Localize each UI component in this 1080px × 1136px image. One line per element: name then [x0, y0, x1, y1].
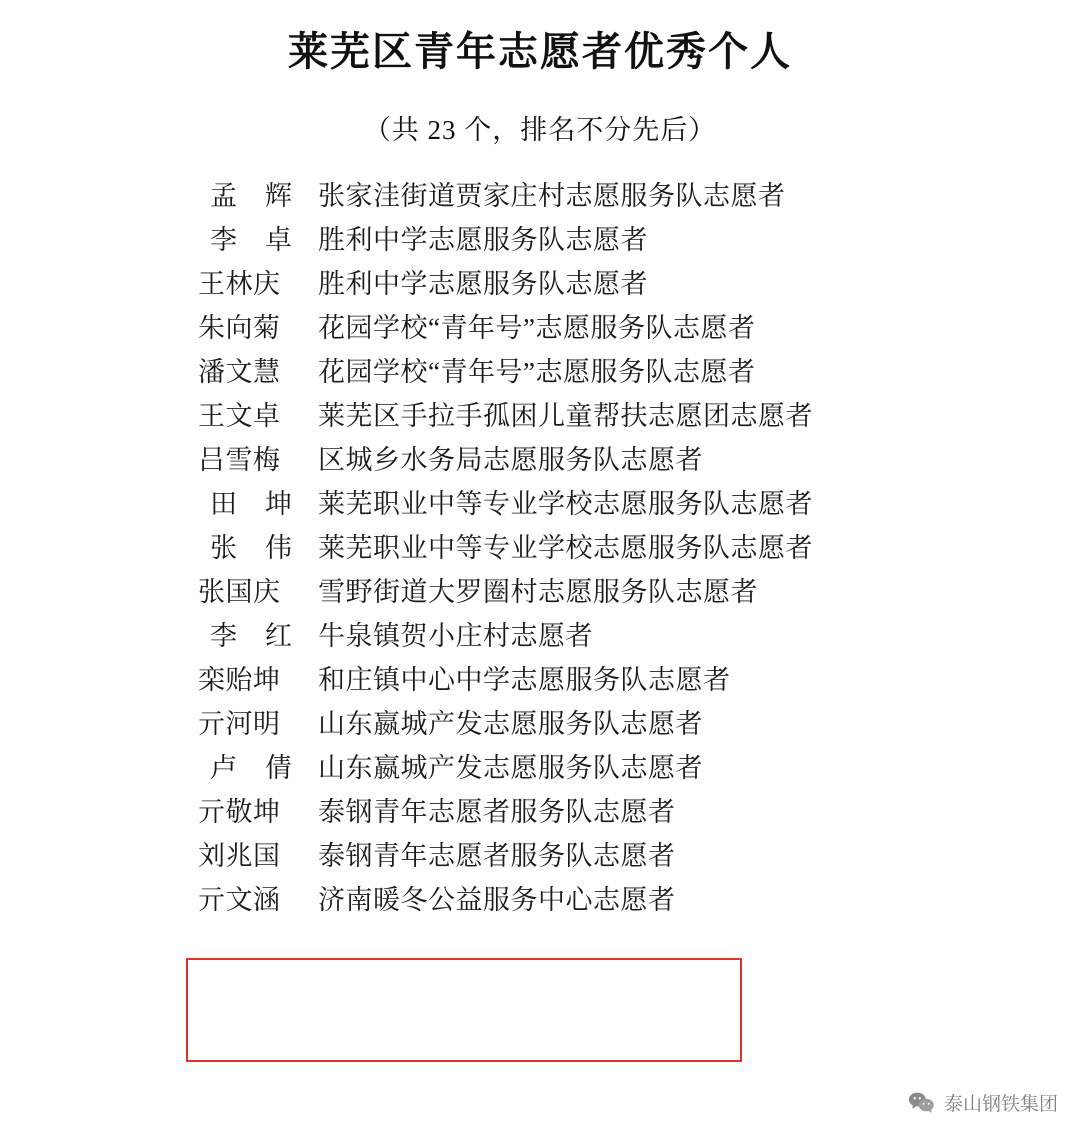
honoree-org: 花园学校“青年号”志愿服务队志愿者	[318, 313, 756, 343]
list-item	[196, 483, 1080, 527]
list-item	[196, 571, 1080, 615]
list-item	[196, 659, 1080, 703]
list-item	[196, 439, 1080, 483]
honoree-name: 吕雪梅	[198, 445, 281, 475]
honoree-name: 刘兆国	[198, 841, 281, 871]
honoree-name: 李 卓	[210, 225, 293, 255]
honoree-org: 胜利中学志愿服务队志愿者	[318, 225, 648, 255]
honoree-list	[0, 175, 1080, 923]
honoree-org: 胜利中学志愿服务队志愿者	[318, 269, 648, 299]
honoree-org: 山东嬴城产发志愿服务队志愿者	[318, 753, 703, 783]
list-item	[196, 263, 1080, 307]
page-subtitle: （共 23 个，排名不分先后）	[363, 115, 717, 145]
honoree-name: 王林庆	[198, 269, 281, 299]
honoree-name: 亓河明	[198, 709, 281, 739]
honoree-org: 济南暖冬公益服务中心志愿者	[318, 885, 676, 915]
honoree-name: 栾贻坤	[198, 665, 281, 695]
list-item	[196, 747, 1080, 791]
honoree-org: 牛泉镇贺小庄村志愿者	[318, 621, 593, 651]
honoree-name: 张国庆	[198, 577, 281, 607]
list-item	[196, 527, 1080, 571]
watermark	[908, 1089, 1058, 1116]
honoree-name: 王文卓	[198, 401, 281, 431]
list-item	[196, 219, 1080, 263]
honoree-name: 亓文涵	[198, 885, 281, 915]
list-item	[196, 175, 1080, 219]
list-item	[196, 835, 1080, 879]
honoree-name: 张 伟	[210, 533, 293, 563]
list-item	[196, 351, 1080, 395]
honoree-name: 亓敬坤	[198, 797, 281, 827]
honoree-org: 花园学校“青年号”志愿服务队志愿者	[318, 357, 756, 387]
honoree-org: 泰钢青年志愿者服务队志愿者	[318, 841, 676, 871]
honoree-org: 莱芜职业中等专业学校志愿服务队志愿者	[318, 489, 813, 519]
honoree-org: 莱芜区手拉手孤困儿童帮扶志愿团志愿者	[318, 401, 813, 431]
honoree-org: 山东嬴城产发志愿服务队志愿者	[318, 709, 703, 739]
list-item	[196, 879, 1080, 923]
honoree-name: 田 坤	[210, 489, 293, 519]
honoree-org: 张家洼街道贾家庄村志愿服务队志愿者	[318, 181, 786, 211]
honoree-org: 泰钢青年志愿者服务队志愿者	[318, 797, 676, 827]
highlight-annotation-box	[186, 958, 742, 1062]
honoree-org: 区城乡水务局志愿服务队志愿者	[318, 445, 703, 475]
page-title: 莱芜区青年志愿者优秀个人	[288, 29, 792, 74]
list-item	[196, 395, 1080, 439]
document-page	[0, 26, 1080, 1136]
honoree-org: 莱芜职业中等专业学校志愿服务队志愿者	[318, 533, 813, 563]
list-item	[196, 703, 1080, 747]
honoree-name: 朱向菊	[198, 313, 281, 343]
list-item	[196, 791, 1080, 835]
honoree-org: 雪野街道大罗圈村志愿服务队志愿者	[318, 577, 758, 607]
honoree-org: 和庄镇中心中学志愿服务队志愿者	[318, 665, 731, 695]
wechat-icon	[908, 1091, 935, 1114]
watermark-label: 泰山钢铁集团	[943, 1094, 1058, 1115]
honoree-name: 潘文慧	[198, 357, 281, 387]
honoree-name: 孟 辉	[210, 181, 293, 211]
honoree-name: 卢 倩	[210, 753, 293, 783]
list-item	[196, 307, 1080, 351]
list-item	[196, 615, 1080, 659]
honoree-name: 李 红	[210, 621, 293, 651]
